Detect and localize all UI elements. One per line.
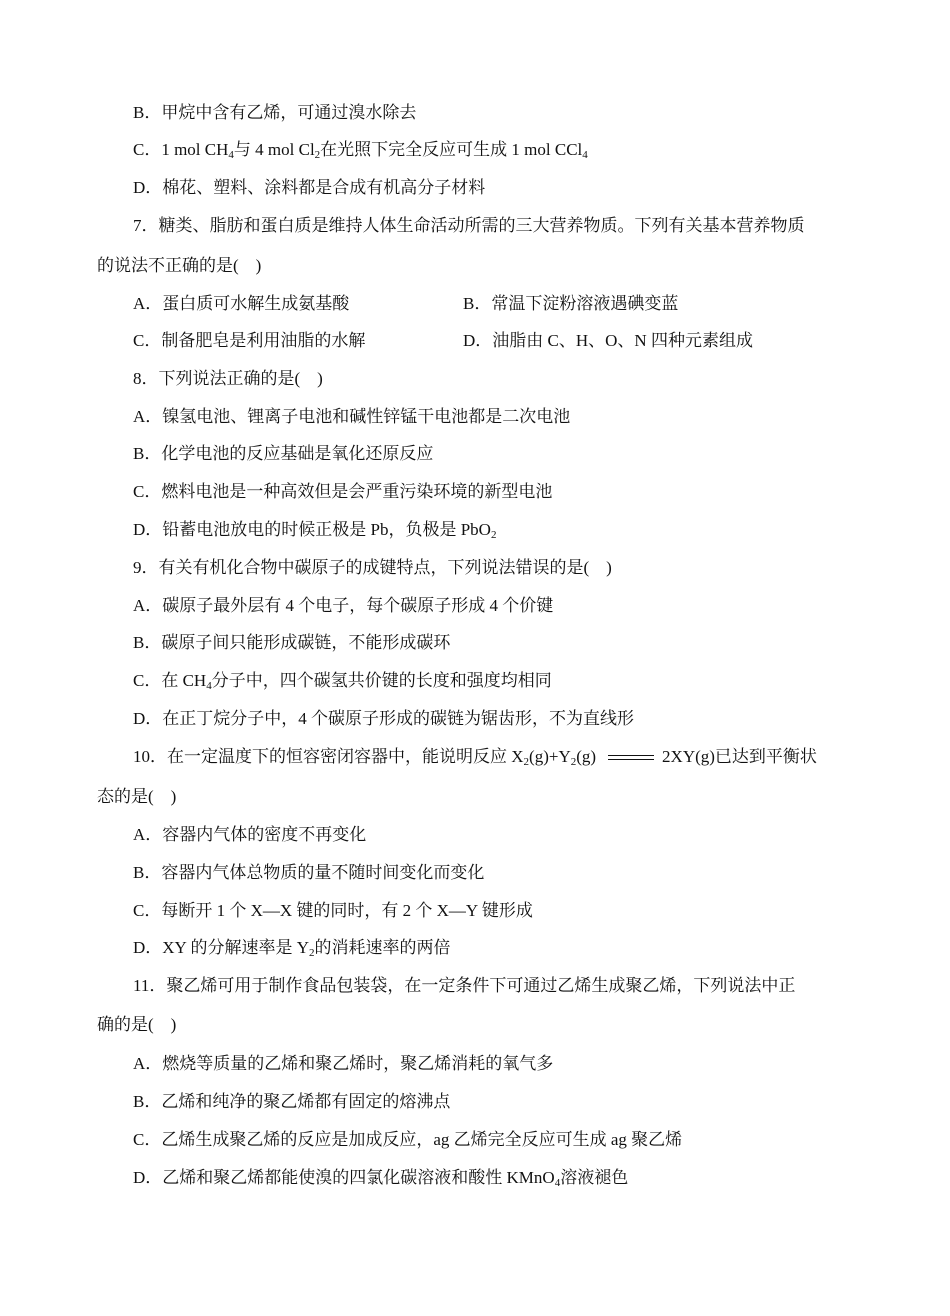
text-line — [133, 520, 496, 540]
text-line — [133, 444, 433, 464]
text-run: 9．有关有机化合物中碳原子的成键特点，下列说法错误的是( ) — [133, 558, 612, 577]
text-line — [133, 1054, 553, 1074]
text-line — [97, 256, 261, 276]
text-line — [133, 1130, 682, 1150]
text-line — [97, 1015, 176, 1035]
text-line — [133, 482, 552, 502]
text-line — [133, 1168, 628, 1188]
text-line — [133, 633, 450, 653]
text-line — [133, 709, 634, 729]
text-run: D．XY 的分解速率是 Y — [133, 938, 309, 957]
text-run: 的说法不正确的是( ) — [97, 256, 262, 275]
text-line — [97, 787, 176, 807]
text-run: C．乙烯生成聚乙烯的反应是加成反应，ag 乙烯完全反应可生成 ag 聚乙烯 — [133, 1130, 683, 1149]
text-run: A．镍氢电池、锂离子电池和碱性锌锰干电池都是二次电池 — [133, 407, 571, 426]
text-run: 分子中，四个碳氢共价键的长度和强度均相同 — [211, 671, 552, 690]
text-line — [133, 369, 323, 389]
text-run: B．乙烯和纯净的聚乙烯都有固定的熔沸点 — [133, 1092, 451, 1111]
text-line — [133, 558, 612, 578]
text-run: D．铅蓄电池放电的时候正极是 Pb，负极是 PbO — [133, 520, 491, 539]
text-run: 确的是( ) — [97, 1015, 177, 1034]
subscript: 2 — [570, 756, 577, 768]
text-run: C．在 CH — [133, 671, 207, 690]
text-run: A．蛋白质可水解生成氨基酸 — [133, 294, 350, 313]
text-run: C．每断开 1 个 X—X 键的同时，有 2 个 X—Y 键形成 — [133, 901, 533, 920]
subscript: 2 — [308, 947, 315, 959]
text-line — [133, 103, 416, 123]
text-run: 11．聚乙烯可用于制作食品包装袋，在一定条件下可通过乙烯生成聚乙烯，下列说法中正 — [133, 976, 796, 995]
text-line — [133, 178, 485, 198]
text-line — [133, 747, 817, 767]
text-run: B．化学电池的反应基础是氧化还原反应 — [133, 444, 434, 463]
subscript: 4 — [228, 149, 234, 161]
text-run: B．碳原子间只能形成碳链，不能形成碳环 — [133, 633, 451, 652]
text-line — [133, 596, 553, 616]
text-run: A．容器内气体的密度不再变化 — [133, 825, 367, 844]
text-line — [133, 140, 588, 160]
text-run: 态的是( ) — [97, 787, 177, 806]
text-run: D．油脂由 C、H、O、N 四种元素组成 — [463, 331, 753, 350]
subscript: 4 — [582, 149, 588, 161]
text-run: B．容器内气体总物质的量不随时间变化而变化 — [133, 863, 485, 882]
text-line — [133, 938, 450, 958]
text-run: C．燃料电池是一种高效但是会严重污染环境的新型电池 — [133, 482, 553, 501]
text-run: 2XY(g)已达到平衡状 — [662, 747, 817, 766]
text-line — [133, 407, 570, 427]
text-run: 在光照下完全反应可生成 1 mol CCl — [320, 140, 583, 159]
text-run: 与 4 mol Cl — [233, 140, 315, 159]
text-run: (g) — [576, 747, 597, 766]
text-run: A．燃烧等质量的乙烯和聚乙烯时，聚乙烯消耗的氧气多 — [133, 1054, 554, 1073]
text-run: C．1 mol CH — [133, 140, 229, 159]
text-line — [133, 825, 366, 845]
text-line — [133, 863, 484, 883]
text-line — [133, 671, 552, 691]
text-line — [133, 294, 349, 314]
text-run: 10．在一定温度下的恒容密闭容器中，能说明反应 X — [133, 747, 524, 766]
text-run: D．在正丁烷分子中，4 个碳原子形成的碳链为锯齿形，不为直线形 — [133, 709, 635, 728]
subscript: 4 — [554, 1177, 561, 1189]
text-run: B．常温下淀粉溶液遇碘变蓝 — [463, 294, 679, 313]
equilibrium-arrow-icon — [608, 753, 654, 763]
text-line — [133, 1092, 450, 1112]
subscript: 4 — [206, 680, 212, 692]
text-run: 7．糖类、脂肪和蛋白质是维持人体生命活动所需的三大营养物质。下列有关基本营养物质 — [133, 216, 805, 235]
text-run: 8．下列说法正确的是( ) — [133, 369, 323, 388]
text-line — [133, 901, 533, 921]
text-line — [133, 331, 365, 351]
text-line — [133, 216, 805, 236]
text-run: B．甲烷中含有乙烯，可通过溴水除去 — [133, 103, 417, 122]
text-line — [463, 331, 753, 351]
text-run: (g)+Y — [529, 747, 571, 766]
text-run: D．棉花、塑料、涂料都是合成有机高分子材料 — [133, 178, 486, 197]
subscript: 2 — [523, 756, 530, 768]
text-line — [133, 976, 795, 996]
text-run: 溶液褪色 — [560, 1168, 629, 1187]
text-run: D．乙烯和聚乙烯都能使溴的四氯化碳溶液和酸性 KMnO — [133, 1168, 555, 1187]
subscript: 2 — [490, 529, 497, 541]
text-run: 的消耗速率的两倍 — [314, 938, 451, 957]
text-line — [463, 294, 678, 314]
subscript: 2 — [314, 149, 321, 161]
text-run: A．碳原子最外层有 4 个电子，每个碳原子形成 4 个价键 — [133, 596, 554, 615]
text-run: C．制备肥皂是利用油脂的水解 — [133, 331, 366, 350]
